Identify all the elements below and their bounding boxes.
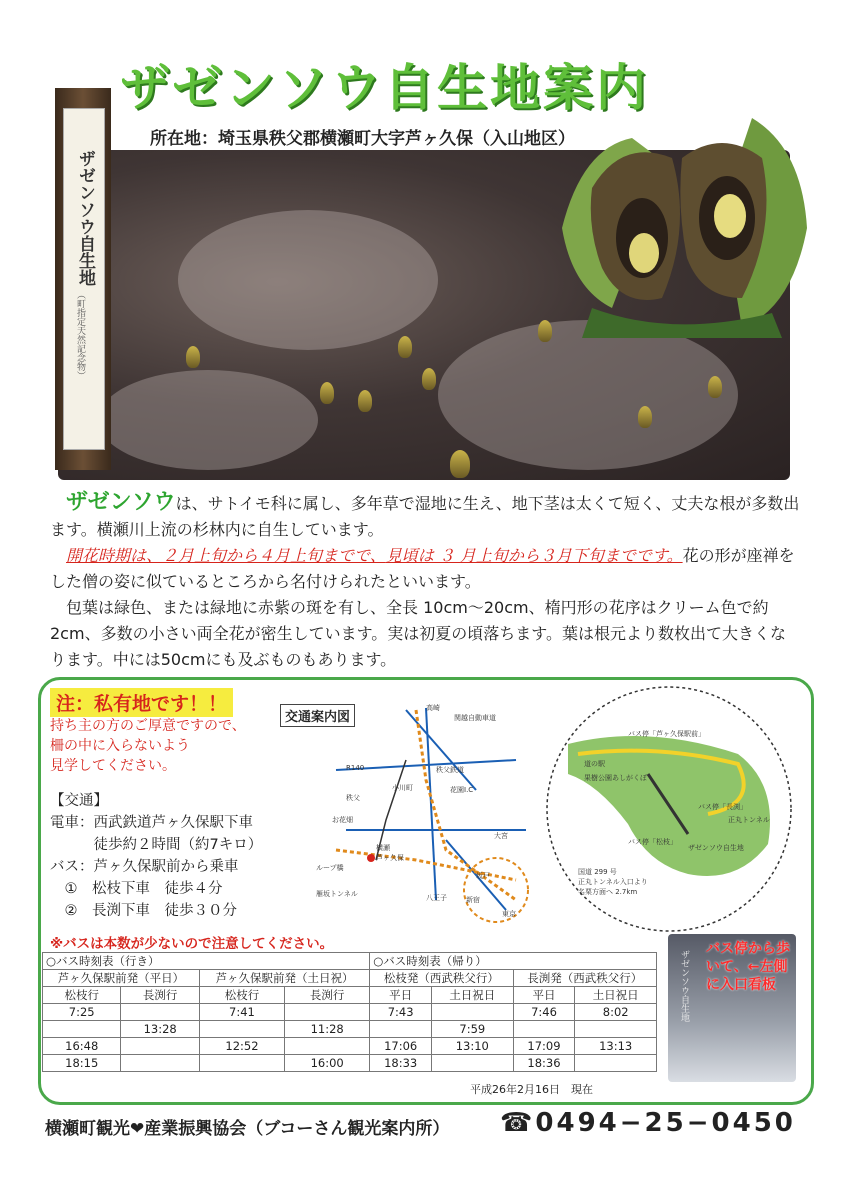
sign-subtext: （町指定天然記念物） xyxy=(75,290,85,380)
transport-heading: 【交通】 xyxy=(50,793,108,809)
zoom-label: 正丸トンネル xyxy=(728,816,770,824)
map-place: 横瀬 xyxy=(376,844,390,852)
time-cell xyxy=(199,1021,284,1038)
time-cell xyxy=(513,1021,575,1038)
map-place: 新宿 xyxy=(466,896,480,904)
map-place: 小川町 xyxy=(392,784,413,792)
timetable-col: 長渕行 xyxy=(285,987,370,1004)
map-place: 大宮 xyxy=(494,832,508,840)
time-cell xyxy=(432,1004,514,1021)
time-cell: 7:46 xyxy=(513,1004,575,1021)
skunk-cabbage-flower-photo xyxy=(552,108,810,338)
timetable-title: ○バス時刻表（行き） xyxy=(43,953,370,970)
timetable-date: 平成26年2月16日 現在 xyxy=(470,1083,593,1096)
map-place: R140 xyxy=(346,764,365,772)
location-label: 所在地：埼玉県秩父郡横瀬町大字芦ヶ久保（入山地区） xyxy=(150,124,575,153)
map-place: お花畑 xyxy=(332,816,353,824)
time-cell xyxy=(575,1055,657,1072)
description-p3: 包葉は緑色、または緑地に赤紫の斑を有し、全長 10cm〜20cm、楕円形の花序はクリーム色で約2cm、多数の小さい両全花が密生しています。実は初夏の頃落ちます。葉は根元より数枚出て大きくなります。中には50cmにも及ぶものもあります。 xyxy=(50,598,787,669)
notice-line: 見学してください。 xyxy=(50,758,176,774)
timetable-group: 松枝発（西武秩父行） xyxy=(370,970,513,987)
map-place: 八王子 xyxy=(426,894,447,902)
transport-line: 徒歩約２時間（約7キロ） xyxy=(50,837,263,853)
lead-word: ザゼンソウ xyxy=(66,490,176,515)
time-cell: 8:02 xyxy=(575,1004,657,1021)
time-cell: 13:10 xyxy=(432,1038,514,1055)
map-place: 関越自動車道 xyxy=(454,714,496,722)
time-cell: 13:28 xyxy=(121,1021,199,1038)
map-place: 東京 xyxy=(502,910,516,918)
timetable-col: 平日 xyxy=(513,987,575,1004)
time-cell: 7:59 xyxy=(432,1021,514,1038)
phone-digits: 0494−25−0450 xyxy=(535,1108,796,1138)
map-place: 秩父 xyxy=(346,794,360,802)
transport-line: ① 松枝下車 徒歩４分 xyxy=(50,881,223,897)
time-cell: 13:13 xyxy=(575,1038,657,1055)
zoom-label: バス停「松枝」 xyxy=(628,838,677,846)
description-p1: は、サトイモ科に属し、多年草で湿地に生え、地下茎は太くて短く、丈夫な根が多数出ます。横瀬川上流の杉林内に自生しています。 xyxy=(50,494,800,539)
time-cell: 17:09 xyxy=(513,1038,575,1055)
bloom-period: 開花時期は、２月上旬から４月上旬までで、 xyxy=(66,546,386,565)
zoom-label: ザゼンソウ自生地 xyxy=(688,844,744,852)
time-cell xyxy=(121,1004,199,1021)
zoom-label: 正丸トンネル入口より xyxy=(578,878,648,886)
time-cell xyxy=(575,1021,657,1038)
page-title: ザゼンソウ自生地案内 xyxy=(120,59,649,117)
map-place: 花園I.C xyxy=(450,786,474,794)
description-p2: 花の形が座禅をした僧の姿に似ているところから名付けられたといいます。 xyxy=(50,546,795,591)
timetable-col: 土日祝日 xyxy=(575,987,657,1004)
map-place: 坂戸 xyxy=(476,872,490,880)
time-cell: 11:28 xyxy=(285,1021,370,1038)
map-label: 交通案内図 xyxy=(280,704,355,727)
map-place: 芦ヶ久保 xyxy=(376,854,404,862)
phone-number xyxy=(500,1108,796,1138)
time-cell xyxy=(121,1055,199,1072)
notice-line: 持ち主の方のご厚意ですので、 xyxy=(50,718,246,734)
timetable-group: 芦ヶ久保駅前発（平日） xyxy=(43,970,200,987)
timetable-col: 松枝行 xyxy=(199,987,284,1004)
notice-text xyxy=(50,716,246,776)
detail-map xyxy=(538,684,800,934)
timetable-col: 松枝行 xyxy=(43,987,121,1004)
sign-text: ザゼンソウ自生地 xyxy=(75,150,95,286)
time-cell: 18:33 xyxy=(370,1055,432,1072)
transport-line: ② 長渕下車 徒歩３０分 xyxy=(50,903,237,919)
timetable-col: 土日祝日 xyxy=(432,987,514,1004)
time-cell xyxy=(285,1038,370,1055)
bus-timetable xyxy=(42,952,657,1072)
zoom-label: 名栗方面へ 2.7km xyxy=(578,888,638,896)
time-cell: 7:41 xyxy=(199,1004,284,1021)
peak-period: 見頃は ３ 月上旬から３月下旬までです。 xyxy=(385,546,683,565)
phone-icon: ☎ xyxy=(500,1108,536,1138)
timetable-group: 芦ヶ久保駅前発（土日祝） xyxy=(199,970,369,987)
zoom-label: 果樹公園あしがくぼ xyxy=(584,774,647,782)
zoom-label: バス停「芦ヶ久保駅前」 xyxy=(628,730,705,738)
bus-photo-sign: ザゼンソウ自生地 xyxy=(679,950,689,1022)
map-place: 雁坂トンネル xyxy=(316,890,358,898)
zoom-label: 道の駅 xyxy=(584,760,605,768)
time-cell xyxy=(199,1055,284,1072)
table-row xyxy=(43,1021,657,1038)
time-cell xyxy=(370,1021,432,1038)
time-cell xyxy=(285,1004,370,1021)
timetable-col: 平日 xyxy=(370,987,432,1004)
timetable-title: ○バス時刻表（帰り） xyxy=(370,953,657,970)
description xyxy=(50,490,800,673)
time-cell xyxy=(43,1021,121,1038)
table-row xyxy=(43,1004,657,1021)
bus-photo-caption: バス停から歩いて、←左側に入口看板 xyxy=(706,941,790,993)
map-place: ループ橋 xyxy=(316,864,344,872)
zoom-label: バス停「長渕」 xyxy=(698,803,747,811)
transport-line: 電車：西武鉄道芦ヶ久保駅下車 xyxy=(50,815,253,831)
transport-line: バス：芦ヶ久保駅前から乗車 xyxy=(50,859,239,875)
map-place: 秩父鉄道 xyxy=(436,766,464,774)
table-row xyxy=(43,1055,657,1072)
timetable-group: 長渕発（西武秩父行） xyxy=(513,970,656,987)
time-cell: 16:48 xyxy=(43,1038,121,1055)
notice-title: 注：私有地です！！ xyxy=(50,688,233,717)
time-cell: 12:52 xyxy=(199,1038,284,1055)
time-cell: 18:15 xyxy=(43,1055,121,1072)
route-map xyxy=(276,700,538,930)
time-cell: 17:06 xyxy=(370,1038,432,1055)
time-cell: 18:36 xyxy=(513,1055,575,1072)
notice-line: 柵の中に入らないよう xyxy=(50,738,190,754)
timetable-col: 長渕行 xyxy=(121,987,199,1004)
table-row xyxy=(43,1038,657,1055)
transport-info xyxy=(50,790,262,922)
time-cell xyxy=(432,1055,514,1072)
organization-name: 横瀬町観光❤産業振興協会（ブコーさん観光案内所） xyxy=(45,1119,450,1139)
zoom-label: 国道 299 号 xyxy=(578,868,617,876)
time-cell: 16:00 xyxy=(285,1055,370,1072)
map-place: 高崎 xyxy=(426,704,440,712)
time-cell xyxy=(121,1038,199,1055)
time-cell: 7:43 xyxy=(370,1004,432,1021)
time-cell: 7:25 xyxy=(43,1004,121,1021)
bus-warning: ※バスは本数が少ないので注意してください。 xyxy=(50,936,334,952)
